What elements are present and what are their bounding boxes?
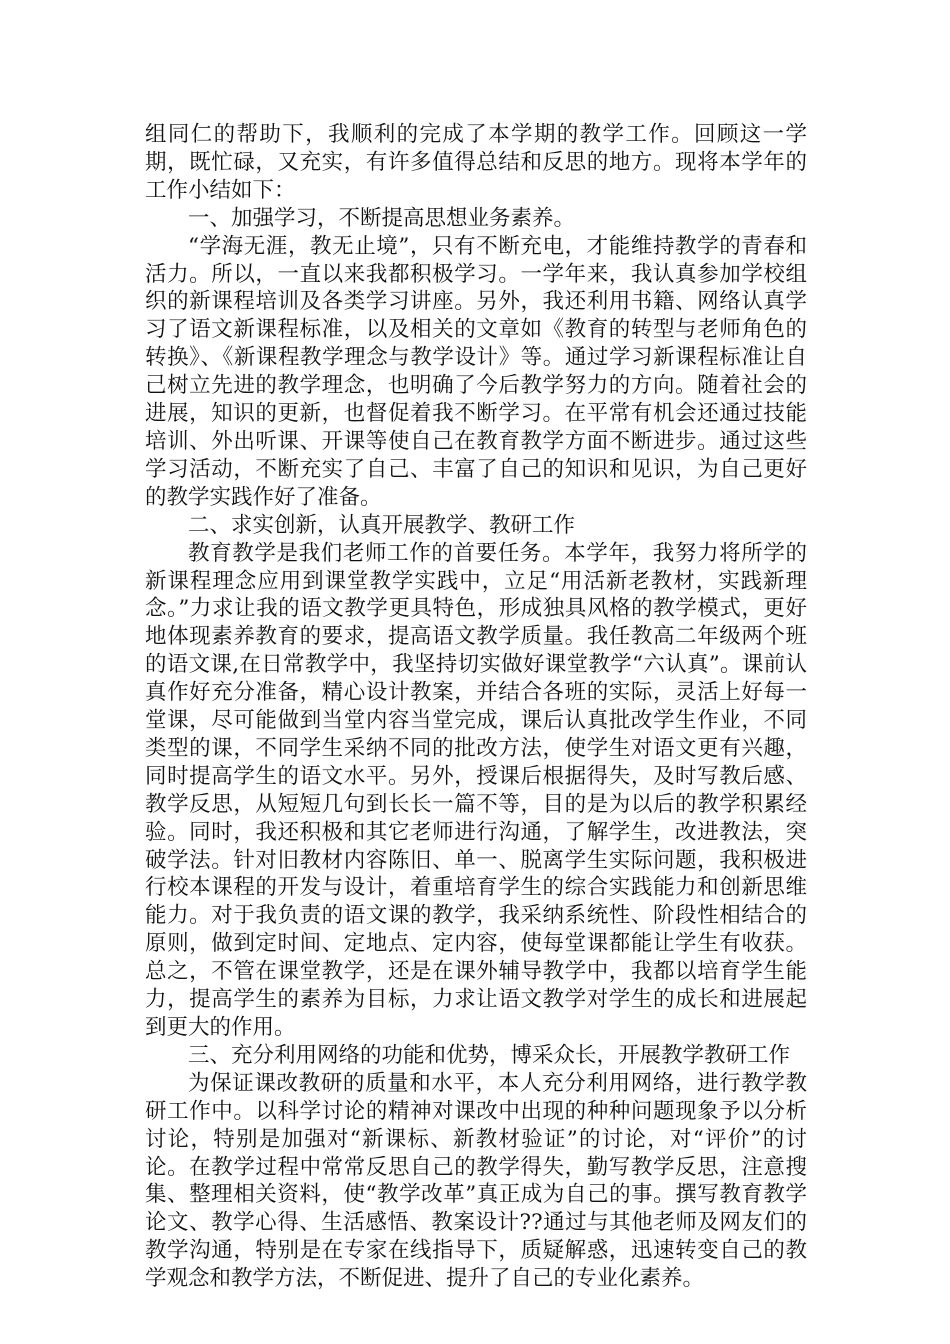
- section-heading-1: 一、加强学习，不断提高思想业务素养。: [188, 205, 576, 231]
- section-heading-3: 三、充分利用网络的功能和优势，博采众长，开展教学教研工作: [188, 1042, 791, 1068]
- section-paragraph-3: 为保证课改教研的质量和水平，本人充分利用网络，进行教学教研工作中。以科学讨论的精神对课改中出现的种种问题现象予以分析讨论，特别是加强对“新课标、新教材验证”的讨论，对“评价”的讨论。在教学过程中常常反思自己的教学得失，勤写教学反思，注意搜集、整理相关资料，使“教学改革”真正成为自己的事。撰写教育教学论文、教学心得、生活感悟、教案设计??通过与其他老师及网友们的教学沟通，特别是在专家在线指导下，质疑解惑，迅速转变自己的教学观念和教学方法，不断促进、提升了自己的专业化素养。: [145, 1070, 807, 1292]
- section-paragraph-1: “学海无涯，教无止境”，只有不断充电，才能维持教学的青春和活力。所以，一直以来我都积极学习。一学年来，我认真参加学校组织的新课程培训及各类学习讲座。另外，我还利用书籍、网络认真学习了语文新课程标准，以及相关的文章如《教育的转型与老师角色的转换》、《新课程教学理念与教学设计》等。通过学习新课程标准让自己树立先进的教学理念，也明确了今后教学努力的方向。随着社会的进展，知识的更新，也督促着我不断学习。在平常有机会还通过技能培训、外出听课、开课等使自己在教育教学方面不断进步。通过这些学习活动，不断充实了自己、丰富了自己的知识和见识，为自己更好的教学实践作好了准备。: [145, 233, 807, 510]
- document-body: [145, 121, 807, 1293]
- intro-paragraph: 组同仁的帮助下，我顺利的完成了本学期的教学工作。回顾这一学期，既忙碌，又充实，有许多值得总结和反思的地方。现将本学年的工作小结如下：: [145, 122, 807, 203]
- section-heading-2: 二、求实创新，认真开展教学、教研工作: [188, 512, 576, 538]
- section-paragraph-2: 教育教学是我们老师工作的首要任务。本学年，我努力将所学的新课程理念应用到课堂教学实践中，立足“用活新老教材，实践新理念。”力求让我的语文教学更具特色，形成独具风格的教学模式，更好地体现素养教育的要求，提高语文教学质量。我任教高二年级两个班的语文课,在日常教学中，我坚持切实做好课堂教学“六认真”。课前认真作好充分准备，精心设计教案，并结合各班的实际，灵活上好每一堂课，尽可能做到当堂内容当堂完成，课后认真批改学生作业，不同类型的课，不同学生采纳不同的批改方法，使学生对语文更有兴趣，同时提高学生的语文水平。另外，授课后根据得失，及时写教后感、教学反思，从短短几句到长长一篇不等，目的是为以后的教学积累经验。同时，我还积极和其它老师进行沟通，了解学生，改进教法，突破学法。针对旧教材内容陈旧、单一、脱离学生实际问题，我积极进行校本课程的开发与设计，着重培育学生的综合实践能力和创新思维能力。对于我负责的语文课的教学，我采纳系统性、阶段性相结合的原则，做到定时间、定地点、定内容，使每堂课都能让学生有收获。总之，不管在课堂教学，还是在课外辅导教学中，我都以培育学生能力，提高学生的素养为目标，力求让语文教学对学生的成长和进展起到更大的作用。: [145, 540, 807, 1040]
